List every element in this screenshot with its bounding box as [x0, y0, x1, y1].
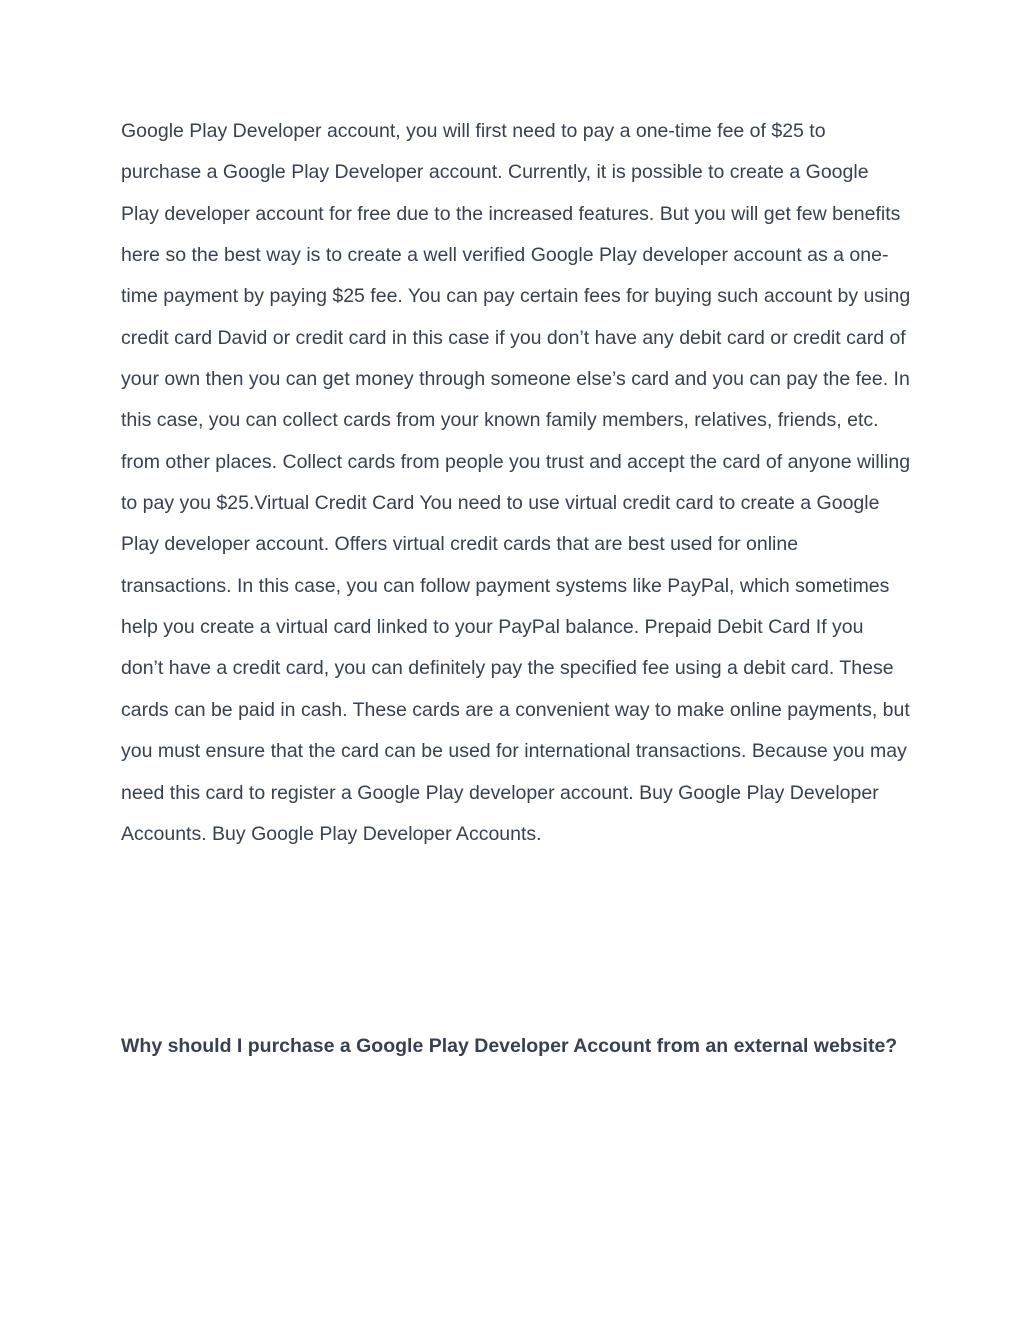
body-paragraph: Google Play Developer account, you will first need to pay a one-time fee of $25 to purchase a Google Play Developer account. Currently, it is possible to create a Google Play developer account for free due to the increased features. But you will get few benefits here so the best way is to create a well verified Google Play developer account as a one-time payment by paying $25 fee. You can pay certain fees for buying such account by using credit card David or credit card in this case if you don’t have any debit card or credit card of your own then you can get money through someone else’s card and you can pay the fee. In this case, you can collect cards from your known family members, relatives, friends, etc. from other places. Collect cards from people you trust and accept the card of anyone willing to pay you $25.Virtual Credit Card You need to use virtual credit card to create a Google Play developer account. Offers virtual credit cards that are best used for online transactions. In this case, you can follow payment systems like PayPal, which sometimes help you create a virtual card linked to your PayPal balance. Prepaid Debit Card If you don’t have a credit card, you can definitely pay the specified fee using a debit card. These cards can be paid in cash. These cards are a convenient way to make online payments, but you must ensure that the card can be used for international transactions. Because you may need this card to register a Google Play developer account. Buy Google Play Developer Accounts. Buy Google Play Developer Accounts. [121, 120, 911, 845]
section-heading: Why should I purchase a Google Play Developer Account from an external website? [121, 1035, 898, 1057]
